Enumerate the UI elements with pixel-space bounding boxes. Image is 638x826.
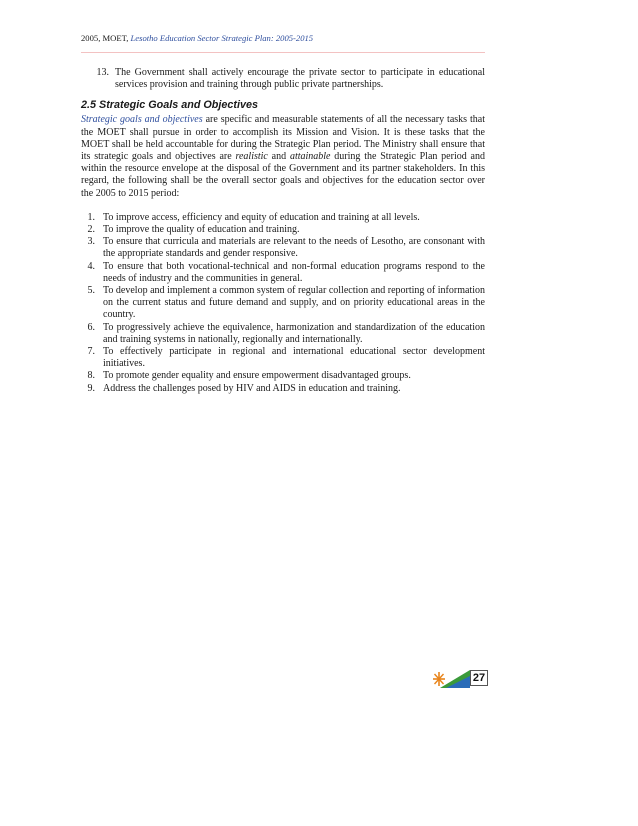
paragraph-term: Strategic goals and objectives <box>81 114 203 126</box>
list-number: 6. <box>87 321 95 333</box>
list-item <box>81 370 485 382</box>
list-text: To effectively participate in regional and international educational sector development initiatives. <box>103 346 485 370</box>
paragraph-text: and <box>267 151 290 163</box>
moet-emblem-icon <box>432 668 470 690</box>
list-text: To ensure that curricula and materials are relevant to the needs of Lesotho, are consonant with the appropriate standards and gender responsive. <box>103 236 485 260</box>
list-text: To develop and implement a common system of regular collection and reporting of information on the current status and future demand and supply, and on priority educational areas in the country. <box>103 285 485 321</box>
running-header <box>81 33 485 44</box>
section-heading: 2.5 Strategic Goals and Objectives <box>81 99 259 112</box>
list-text: To progressively achieve the equivalence, harmonization and standardization of the education and training systems in nationally, regionally and internationally. <box>103 321 485 345</box>
list-item <box>81 285 485 322</box>
list-number: 7. <box>87 346 95 358</box>
list-item <box>81 322 485 346</box>
list-number: 9. <box>87 382 95 394</box>
list-number: 1. <box>87 211 95 223</box>
list-number: 8. <box>87 370 95 382</box>
list-item <box>81 236 485 260</box>
paragraph-text: during the Strategic Plan period and within the resource envelope at the disposal of the Government and its partner stakeholders. In this regard, the following shall be the overall sector goals and objectives for the education sector over the 2005 to 2015 period: <box>81 151 485 199</box>
paragraph-text: are specific and measurable statements of all the necessary tasks that the MOET shall pursue in order to accomplish its Mission and Vision. It is these tasks that the MOET shall be held accountable for during the Strategic Plan period. The Ministry shall ensure that its strategic goals and objectives are <box>81 114 485 163</box>
header-prefix: 2005, MOET, <box>81 33 131 43</box>
list-item <box>81 261 485 285</box>
list-text: To ensure that both vocational-technical and non-formal education programs respond to the needs of industry and the communities in general. <box>103 260 485 284</box>
paragraph-emphasis-realistic: realistic <box>235 151 268 163</box>
list-text: The Government shall actively encourage the private sector to participate in educational services provision and training through public private partnerships. <box>115 67 485 91</box>
list-item <box>81 346 485 370</box>
header-document-title: Lesotho Education Sector Strategic Plan: 2005-2015 <box>130 33 314 43</box>
list-number: 5. <box>87 285 95 297</box>
page-number: 27 <box>470 670 488 686</box>
list-number: 3. <box>87 236 95 248</box>
list-text: To improve access, efficiency and equity of education and training at all levels. <box>103 211 420 223</box>
list-number: 13. <box>96 67 109 78</box>
list-number: 2. <box>87 224 95 236</box>
page-body <box>81 67 485 395</box>
paragraph-emphasis-attainable: attainable <box>289 151 331 163</box>
list-item <box>81 212 485 224</box>
list-item <box>81 67 485 91</box>
list-text: To improve the quality of education and training. <box>103 224 300 236</box>
section-paragraph <box>81 114 485 199</box>
goals-list <box>81 212 485 395</box>
list-number: 4. <box>87 260 95 272</box>
emblem-svg <box>432 668 470 690</box>
emblem-star-shape <box>433 672 445 686</box>
list-text: Address the challenges posed by HIV and AIDS in education and training. <box>103 382 401 394</box>
list-text: To promote gender equality and ensure empowerment disadvantaged groups. <box>103 370 411 382</box>
list-item <box>81 224 485 236</box>
header-rule <box>81 52 485 53</box>
list-item <box>81 383 485 395</box>
